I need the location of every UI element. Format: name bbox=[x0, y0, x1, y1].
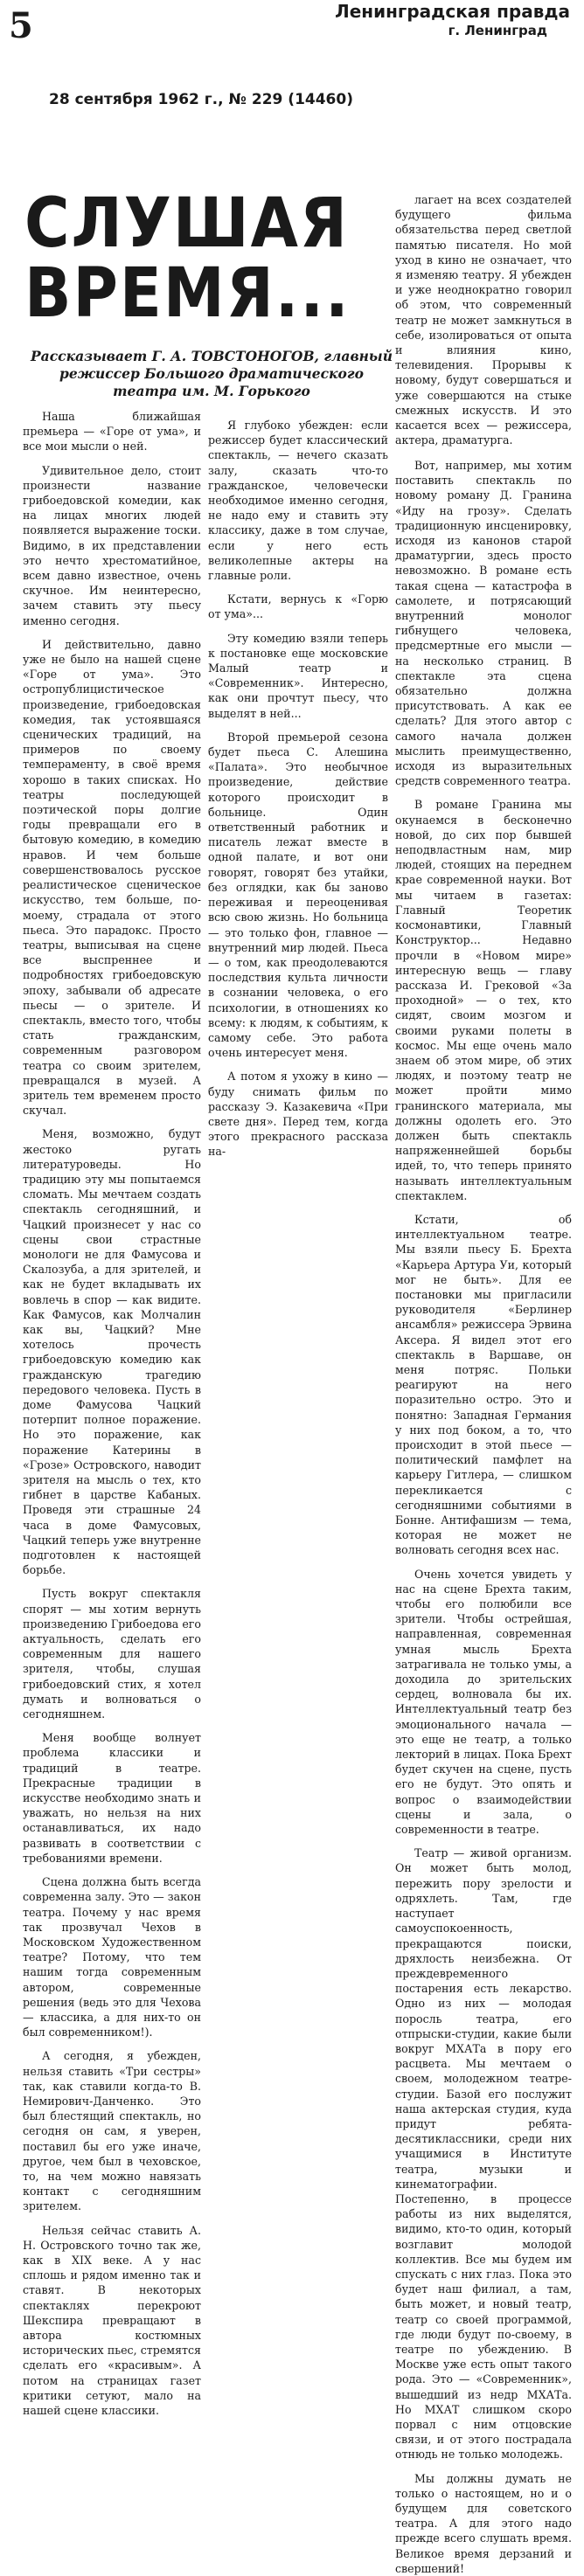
paragraph: Второй премьерой сезона будет пьеса С. Алешина «Палата». Это необычное произведение, действие которого происходит в больнице. Один ответственный работник и писатель лежат вместе в одной палате, и вот они говорят, говорят без утайки, без оглядки, как бы заново переживая и переоценивая всю свою жизнь. Но больница — это только фон, главное — внутренний мир людей. Пьеса — о том, как преодолеваются последствия культа личности в сознании человека, о его психологии, в отношениях ко всему: к людям, к событиям, к самому себе. Это работа очень интересует меня. bbox=[208, 730, 388, 1060]
page-number: 5 bbox=[9, 5, 33, 46]
headline-line2: ВРЕМЯ... bbox=[24, 254, 351, 333]
paragraph: Кстати, об интеллектуальном театре. Мы взяли пьесу Б. Брехта «Карьера Артура Уи, который мог не быть». Для ее постановки мы пригласили руководителя «Берлинер ансамбля» режиссера Эрвина Аксера. Я видел этот его спектакль в Варшаве, он меня потряс. Польки реагируют на него поразительно остро. Это и понятно: Западная Германия у них под боком, а то, что происходит в этой пьесе — политический памфлет на карьеру Гитлера, — слишком перекликается с сегодняшними событиями в Бонне. Антифашизм — тема, которая не может не волновать сегодня всех нас. bbox=[395, 1212, 572, 1557]
paragraph: А потом я ухожу в кино — буду снимать фильм по рассказу Э. Казакевича «При свете дня». Перед тем, когда этого прекрасного рассказа на- bbox=[208, 1070, 388, 1159]
paragraph: Меня вообще волнует проблема классики и традиций в театре. Прекрасные традиции в искусстве необходимо знать и уважать, но нельзя на них останавливаться, их надо развивать в соответствии с требованиями времени. bbox=[23, 1731, 201, 1865]
paragraph: И действительно, давно уже не было на нашей сцене «Горе от ума». Это остропублицистическое произведение, грибоедовская комедия, так устоявшаяся сценических традиций, на примеров по своему темпераменту, в своё время хорошо в таких списках. Но театры последующей поэтической поры долгие годы превращали его в бытовую комедию, в комедию нравов. И чем больше совершенствовалось русское реалистическое сценическое искусство, тем больше, по-моему, страдала от этого пьеса. Это парадокс. Просто театры, выписывая на сцене все выспреннее и подробностях грибоедовскую эпоху, забывали об адресате пьесы — о зрителе. И спектакль, вместо того, чтобы стать гражданским, современным разговором театра со своим зрителем, превращался в музей. А зритель тем временем просто скучал. bbox=[23, 637, 201, 1118]
column-2 bbox=[395, 458, 572, 2576]
masthead-title: Ленинградская правда bbox=[335, 1, 570, 22]
column-1 bbox=[23, 409, 201, 2418]
column-3-top bbox=[395, 192, 572, 447]
paragraph: Эту комедию взяли теперь к постановке еще московские Малый театр и «Современник». Интересно, как они прочтут пьесу, что выделят в ней... bbox=[208, 631, 388, 720]
paragraph: Я глубоко убежден: если режиссер будет классический спектакль, — нечего сказать залу, сказать что-то гражданское, человечески необходимое именно сегодня, не надо ему и ставить эту классику, даже в том случае, если у него есть великолепные актеры на главные роли. bbox=[208, 419, 388, 583]
column-1-continued bbox=[208, 409, 388, 1160]
paragraph: Удивительное дело, стоит произнести название грибоедовской комедии, как на лицах многих людей появляется выражение тоски. Видимо, в их представлении это нечто хрестоматийное, всем давно известное, очень скучное. Им неинтересно, зачем ставить эту пьесу именно сегодня. bbox=[23, 463, 201, 627]
paragraph: Пусть вокруг спектакля спорят — мы хотим вернуть произведению Грибоедова его актуальность, сделать его современным для нашего зрителя, чтобы, слушая грибоедовский стих, я хотел думать и волноваться о сегодняшнем. bbox=[23, 1587, 201, 1721]
paragraph: Меня, возможно, будут жестоко ругать литературоведы. Но традицию эту мы попытаемся сломать. Мы мечтаем создать спектакль сегодняшний, и Чацкий произнесет у нас со сцены свои страстные монологи не для Фамусова и Скалозуба, а для зрителей, и как не будет вкладывать их вовлечь в спор — как видите. Как Фамусов, как Молчалин как вы, Чацкий? Мне хотелось прочесть грибоедовскую комедию как гражданскую трагедию передового человека. Пусть в доме Фамусова Чацкий потерпит полное поражение. Но это поражение, как поражение Катерины в «Грозе» Островского, наводит зрителя на мысль о тех, кто гибнет в царстве Кабаных. Проведя эти страшные 24 часа в доме Фамусовых, Чацкий теперь уже внутренне подготовлен к настоящей борьбе. bbox=[23, 1127, 201, 1577]
dateline: 28 сентября 1962 г., № 229 (14460) bbox=[49, 91, 353, 108]
paragraph: лагает на всех создателей будущего фильма обязательства перед светлой памятью писателя. Но мой уход в кино не означает, что я изменяю театру. Я убежден и уже неоднократно говорил об этом, что современный театр не может замкнуться в себе, изолироваться от опыта и влияния кино, телевидения. Прорывы к новому, будут совершаться и уже совершаются на стыке смежных искусств. И это касается всех — режиссера, актера, драматурга. bbox=[395, 193, 572, 447]
paragraph: Кстати, вернусь к «Горю от ума»... bbox=[208, 592, 388, 621]
paragraph: В романе Гранина мы окунаемся в бесконечно новой, до сих пор бывшей неподвластным нам, мир людей, стоящих на переднем крае современной науки. Вот мы читаем в газетах: Главный Теоретик космонавтики, Главный Конструктор... Недавно прочли в «Новом мире» интересную вещь — главу рассказа И. Грековой «За проходной» — о тех, кто сидят, своим мозгом и своими руками полеты в космос. Мы еще очень мало знаем об этом мире, об этих людях, и поэтому театр не может пройти мимо гранинского материала, мы должны одолеть его. Это должен быть спектакль напряженнейшей борьбы идей, то, что теперь принято называть интеллектуальным спектаклем. bbox=[395, 798, 572, 1202]
paragraph: Театр — живой организм. Он может быть молод, пережить пору зрелости и одряхлеть. Там, где наступает самоуспокоенность, прекращаются поиски, дряхлость неизбежна. От преждевременного постарения есть лекарство. Одно из них — молодая поросль театра, его отпрыски-студии, какие были вокруг МХАТа в пору его расцвета. Мы мечтаем о своем, молодежном театре-студии. Базой его послужит наша актерская студия, куда придут ребята-десятиклассники, среди них учащимися в Институте театра, музыки и кинематографии. Постепенно, в процессе работы из них выделятся, видимо, кто-то один, который возглавит молодой коллектив. Все мы будем им спускать с них глаз. Пока это будет наш филиал, а там, быть может, и новый театр, театр со своей программой, где люди будут по-своему, в театре по убеждению. В Москве уже есть опыт такого рода. Это — «Современник», вышедший из недр МХАТа. Но МХАТ слишком скоро порвал с ним отцовские связи, и от этого пострадала отнюдь не только молодежь. bbox=[395, 1846, 572, 2462]
paragraph: Наша ближайшая премьера — «Горе от ума», и все мои мысли о ней. bbox=[23, 410, 201, 454]
byline: Рассказывает Г. А. ТОВСТОНОГОВ, главный режиссер Большого драматического театра им. М. Горького bbox=[31, 348, 393, 399]
paragraph: Сцена должна быть всегда современна залу. Это — закон театра. Почему у нас время так прозвучал Чехов в Московском Художественном театре? Потому, что тем нашим тогда современным автором, современные решения (ведь это для Чехова — классика, а для них-то он был современником!). bbox=[23, 1875, 201, 2039]
paragraph: Вот, например, мы хотим поставить спектакль по новому роману Д. Гранина «Иду на грозу». Сделать традиционную инсценировку, исходя из канонов старой драматургии, здесь просто невозможно. В романе есть такая сцена — катастрофа в самолете, и потрясающий внутренний монолог гибнущего человека, предсмертные его мысли — на несколько страниц. В спектакле эта сцена обязательно должна присутствовать. А как ее сделать? Для этого автор с самого начала должен мыслить преимущественно, исходя из выразительных средств современного театра. bbox=[395, 459, 572, 788]
paragraph: Очень хочется увидеть у нас на сцене Брехта таким, чтобы его полюбили все зрители. Чтобы острейшая, направленная, современная умная мысль Брехта затрагивала не только умы, а доходила до зрительских сердец, волновала бы их. Интеллектуальный театр без эмоционального начала — это еще не театр, а только лекторий в лицах. Пока Брехт будет скучен на сцене, пусть его не будут. Это опять и вопрос о взаимодействии сцены и зала, о современности в театре. bbox=[395, 1567, 572, 1837]
headline bbox=[24, 184, 392, 333]
paragraph: Мы должны думать не только о настоящем, но и о будущем для советского театра. А для этого надо прежде всего слушать время. Великое время дерзаний и свершений! bbox=[395, 2471, 572, 2575]
paragraph: А сегодня, я убежден, нельзя ставить «Три сестры» так, как ставили когда-то В. Немирович-Данченко. Это был блестящий спектакль, но сегодня он сам, я уверен, поставил бы его уже иначе, другое, чем был в чеховское, то, на чем можно навязать контакт с сегодняшним зрителем. bbox=[23, 2049, 201, 2213]
paragraph: Нельзя сейчас ставить А. Н. Островского точно так же, как в XIX веке. А у нас сплошь и рядом именно так и ставят. В некоторых спектаклях перекроют Шекспира превращают в автора костюмных исторических пьес, стремятся сделать его «красивым». А потом на страницах газет критики сетуют, мало на нашей сцене классики. bbox=[23, 2223, 201, 2417]
masthead bbox=[308, 2, 570, 40]
masthead-city: г. Ленинград bbox=[448, 23, 547, 38]
headline-line1: СЛУШАЯ bbox=[24, 184, 349, 263]
